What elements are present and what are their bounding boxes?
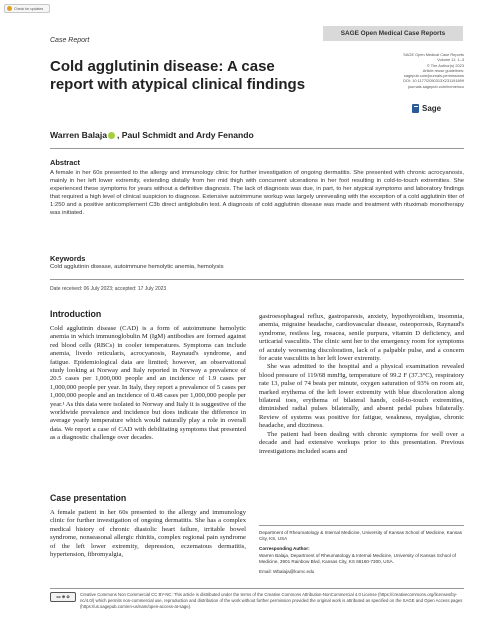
article-meta: [372, 52, 464, 89]
meta-permissions-link[interactable]: sagepub.com/journals-permissions: [403, 73, 464, 79]
affiliation-block: [259, 530, 464, 575]
meta-doi-link[interactable]: DOI: 10.1177/2050313X231191899: [403, 78, 464, 84]
abstract-heading: Abstract: [50, 158, 80, 167]
section-label: Case Report: [50, 37, 90, 44]
updates-icon: [7, 6, 12, 11]
divider-top: [50, 148, 464, 149]
meta-journal: SAGE Open Medical Case Reports: [403, 52, 464, 57]
sage-logo-icon: [412, 104, 419, 113]
case-presentation-text: [50, 509, 246, 559]
meta-reuse: Article reuse guidelines:: [422, 67, 464, 73]
publisher-logo-text: Sage: [422, 104, 442, 113]
meta-home-link[interactable]: journals.sagepub.com/home/sco: [407, 83, 464, 89]
date-received: Date received: 06 July 2023; accepted: 17 July 2023: [50, 286, 167, 292]
author-email-link[interactable]: Email: Wbalaja@kumc.edu: [259, 569, 315, 575]
paragraph: The patient had been dealing with chronic symptoms for well over a decade and had extensive workups prior to this presentation. Previous investigations included scans and: [259, 430, 464, 455]
creative-commons-icon[interactable]: cc ⊕ ⊜: [50, 592, 76, 602]
keywords-text: Cold agglutinin disease, autoimmune hemolytic anemia, hemolysis: [50, 264, 224, 270]
introduction-heading: Introduction: [50, 309, 102, 319]
check-for-updates-button[interactable]: [4, 4, 50, 13]
journal-banner: SAGE Open Medical Case Reports: [323, 26, 463, 41]
divider-keywords: [50, 279, 464, 280]
keywords-heading: Keywords: [50, 254, 86, 263]
corresponding-label: Corresponding Author:: [259, 546, 310, 552]
case-presentation-heading: Case presentation: [50, 493, 127, 503]
paragraph: Cold agglutinin disease (CAD) is a form of autoimmune hemolytic anemia in which immunoglobulin M (IgM) antibodies are formed against red blood cells (RBCs) in cooler temperatures. Symptoms can include anemia, livedo reticularis, acrocyanosis, Raynaud's syndrome, and fatigue. Epidemiological data are limited; however, an observational study looking at Norway and Italy reported in Norway a prevalence of 20.5 cases per 1,000,000 people and an incidence of 1.9 cases per 1,000,000 people per year. In Italy, they report a prevalence of 5 cases per 1,000,000 people and an incidence of 0.48 cases per 1,000,000 people per year.¹ As this data were isolated to Norway and Italy it is suggestive of the worldwide prevalence and incidence but does indicate the difference in average yearly temperature which would naturally play a role in overall data. We report a case of CAD with debilitating symptoms that presented as a diagnostic challenge over decades.: [50, 325, 246, 442]
paragraph: She was admitted to the hospital and a physical examination revealed blood pressure of 119/68 mmHg, temperature of 99.2 F (37.3°C), respiratory rate 13, pulse of 74 beats per minute, oxygen saturation of 93% on room air, marked erythema of the left lower extremity with blue discoloration along bilateral toes, erythema of bilateral hands, cold-to-touch extremities, diminished radial pulses bilaterally, and absent pedal pulses bilaterally. Review of systems was positive for fatigue, weakness, myalgias, chronic headache, and dizziness.: [259, 363, 464, 430]
department: Department of Rheumatology & Internal Medicine, University of Kansas School of Medicine, Kansas City, KS, USA: [259, 530, 462, 542]
introduction-text: [50, 325, 246, 443]
license-block: [50, 592, 464, 609]
author-list: [50, 130, 254, 140]
orcid-icon[interactable]: [108, 132, 115, 139]
check-for-updates-label: Check for updates: [14, 6, 44, 11]
divider-affiliation: [259, 525, 464, 526]
paragraph: A female patient in her 60s presented to the allergy and immunology clinic for further investigation of ongoing dermatitis. She has a complex medical history of chronic diastolic heart failure, irritable bowel syndrome, nonseasonal allergic rhinitis, complex regional pain syndrome of the left lower extremity, depression, eczematous dermatitis, hypertension, fibromyalgia,: [50, 509, 246, 559]
corresponding-author: Warren Balaja, Department of Rheumatology & Internal Medicine, University of Kansas School of Medicine, 3901 Rainbow Blvd, Kansas City, KS 66160-7300, USA.: [259, 552, 456, 564]
article-title: Cold agglutinin disease: A case report with atypical clinical findings: [50, 58, 306, 93]
publisher-logo: [412, 104, 441, 113]
divider-license: [50, 588, 464, 589]
author-others: , Paul Schmidt and Ardy Fenando: [117, 130, 254, 140]
case-presentation-continued: [259, 313, 464, 456]
paragraph: gastroesophageal reflux, gastroparesis, anxiety, hypothyroidism, insomnia, anemia, migraine headache, cardiovascular disease, osteoporosis, Raynaud's syndrome, restless leg, rosacea, senile purpura, vitamin D deficiency, and urticarial vasculitis. The clinic sent her to the emergency room for symptoms of acutely worsening discoloration, lack of a palpable pulse, and a concern for acute vasculitis in her left lower extremity.: [259, 313, 464, 363]
abstract-text: A female in her 60s presented to the allergy and immunology clinic for further investigation of ongoing dermatitis. She presented with chronic acrocyanosis, mainly in her left lower extremity, extending distally from her mid thigh with concurrent ulcerations in her foot resulting in cold-to-touch extremities. She experienced these symptoms for years without a definitive diagnosis. The lack of diagnosis was due, in part, to her atypical symptoms and laboratory findings that required a high level of clinical suspicion to diagnose. Extensive autoimmune workup was largely unrevealing with the exception of a cold agglutinin titer of 1:250 and a positive anticomplement C3b direct antiglobulin test. A diagnosis of cold agglutinin disease was made and treatment with rituximab monotherapy was initiated.: [50, 170, 464, 217]
author-first[interactable]: Warren Balaja: [50, 130, 107, 140]
meta-copyright: © The Author(s) 2023: [426, 62, 464, 68]
meta-volume: Volume 11: 1–3: [437, 57, 464, 63]
license-text: Creative Commons Non Commercial CC BY-NC: This article is distributed under the terms of the Creative Commons Attribution-NonCommercial 4.0 License (https://creativecommons.org/licenses/by-nc/4.0/) which permits non-commercial use, reproduction and distribution of the work without further permission provided the original work is attributed as specified on the SAGE and Open Access pages (https://us.sagepub.com/en-us/nam/open-access-at-sage).: [80, 592, 463, 609]
